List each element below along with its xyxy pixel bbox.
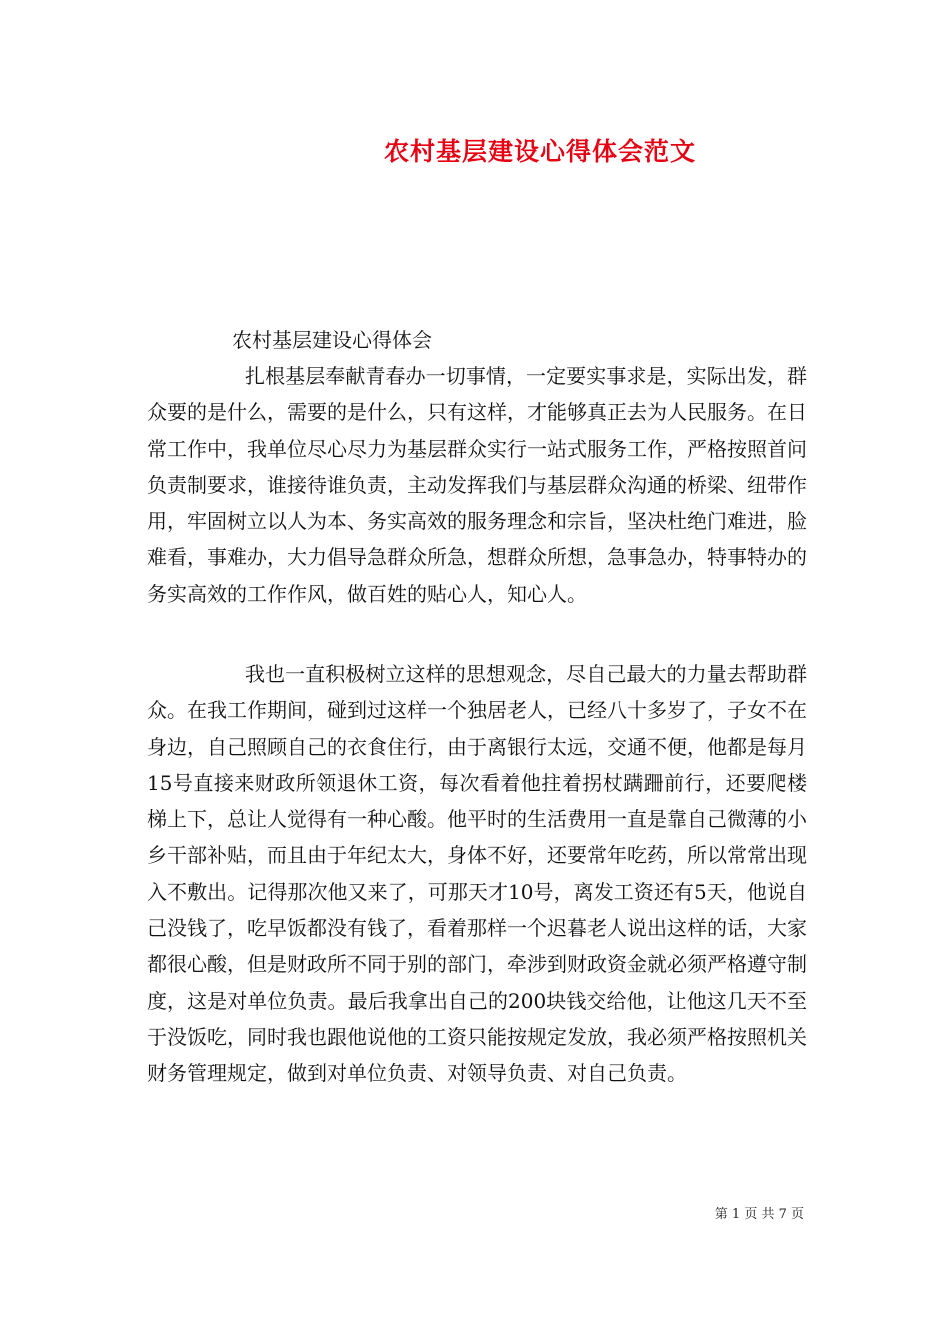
body-paragraph-2: 我也一直积极树立这样的思想观念，尽自己最大的力量去帮助群众。在我工作期间，碰到过这样一个独居老人，已经八十多岁了，子女不在身边，自己照顾自己的衣食住行，由于离银行太远，交通不便，他都是每月15号直接来财政所领退休工资，每次看着他拄着拐杖蹒跚前行，还要爬楼梯上下，总让人觉得有一种心酸。他平时的生活费用一直是靠自己微薄的小乡干部补贴，而且由于年纪太大，身体不好，还要常年吃药，所以常常出现入不敷出。记得那次他又来了，可那天才10号，离发工资还有5天，他说自己没钱了，吃早饭都没有钱了，看着那样一个迟暮老人说出这样的话，大家都很心酸，但是财政所不同于别的部门，牵涉到财政资金就必须严格遵守制度，这是对单位负责。最后我拿出自己的200块钱交给他，让他这几天不至于没饭吃，同时我也跟他说他的工资只能按规定发放，我必须严格按照机关财务管理规定，做到对单位负责、对领导负责、对自己负责。 bbox=[147, 662, 807, 1086]
page-number-footer: 第 1 页 共 7 页 bbox=[714, 1207, 804, 1222]
body-paragraph-1: 扎根基层奉献青春办一切事情，一定要实事求是，实际出发，群众要的是什么，需要的是什么，只有这样，才能够真正去为人民服务。在日常工作中，我单位尽心尽力为基层群众实行一站式服务工作，严格按照首问负责制要求，谁接待谁负责，主动发挥我们与基层群众沟通的桥梁、纽带作用，牢固树立以人为本、务实高效的服务理念和宗旨，坚决杜绝门难进，脸难看，事难办，大力倡导急群众所急，想群众所想，急事急办，特事特办的务实高效的工作作风，做百姓的贴心人，知心人。 bbox=[147, 364, 807, 606]
section-subheading: 农村基层建设心得体会 bbox=[232, 328, 432, 352]
document-title: 农村基层建设心得体会范文 bbox=[383, 137, 696, 166]
